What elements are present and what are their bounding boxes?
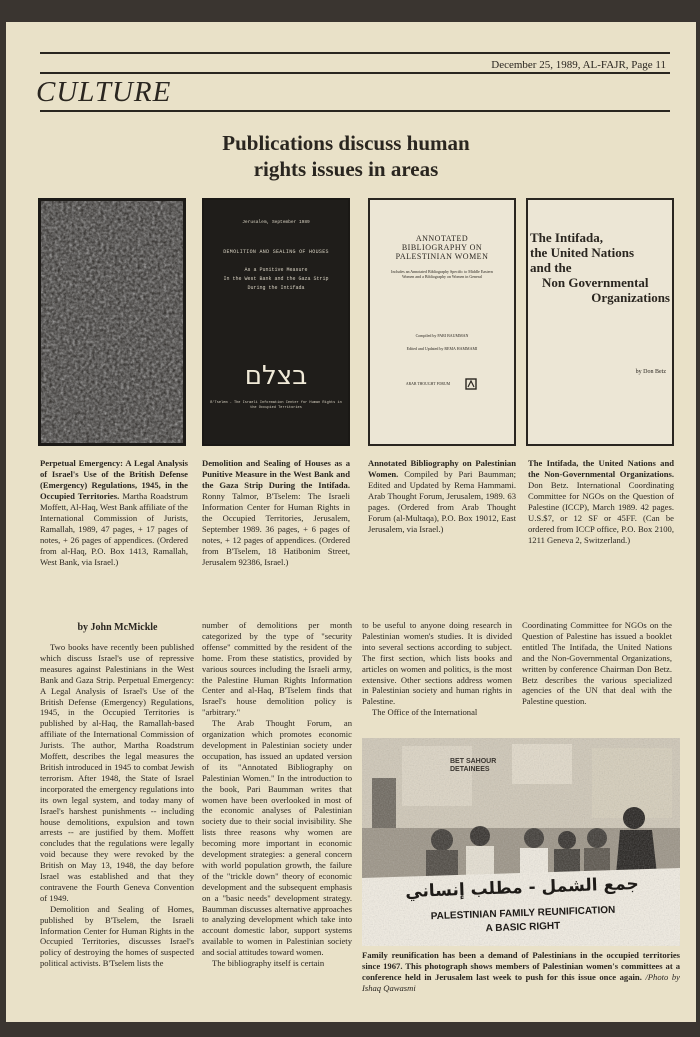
article-column-1 (40, 642, 194, 969)
cover3-edited: Edited and Updated by REMA HAMMAMI (406, 346, 478, 351)
photo-sign: BET SAHOUR DETAINEES (450, 758, 497, 773)
newspaper-page (6, 22, 696, 1022)
cover4-line-1: The Intifada, (530, 230, 603, 245)
caption-book-2: Demolition and Sealing of Houses as a Punitive Measure in the West Bank and the Gaza Strip During the Intifada. Ronny Talmor, B'Tselem: The Israeli Information Center for Human Rights in the Occupied Territories, Jerusalem, September 1989. 36 pages, + 6 pages of notes, + 12 pages of appendices. (Ordered from B'Tselem, 18 Hatibonim Street, Jerusalem 92386, Israel.) (202, 458, 350, 567)
top-rule (40, 52, 670, 54)
cover-demolition (202, 198, 350, 446)
paragraph: Coordinating Committee for NGOs on the Question of Palestine has issued a booklet entitled The Intifada, the United Nations and the Non-Governmental Organizations, written by conference Chairman Don Betz. Betz describes the various specialized agencies of the UN that deal with the Palestine question. (522, 620, 672, 707)
cover4-line-2: the United Nations (530, 245, 635, 260)
dateline: December 25, 1989, AL-FAJR, Page 11 (491, 59, 666, 71)
headline-line-1: Publications discuss human (222, 131, 470, 155)
cover4-line-3: and the (530, 260, 572, 275)
article-column-4 (522, 620, 672, 707)
cover-bibliography (368, 198, 516, 446)
section-rule (40, 110, 670, 112)
cover2-sub2: In the West Bank and the Gaza Strip (223, 276, 329, 282)
caption-book-1: Perpetual Emergency: A Legal Analysis of Israel's Use of the British Defense (Emergency) Regulations, 1945, in the Occupied Territories. Martha Roadstrum Moffett, Al-Haq, West Bank affiliate of the International Commission of Jurists, Ramallah, 1989, 47 pages, + 17 pages of notes, + 26 pages of appendices. (Ordered from al-Haq, P.O. Box 1413, Ramallah, West Bank, via Israel.) (40, 458, 188, 567)
header-rule (40, 72, 670, 74)
paragraph: to be useful to anyone doing research in Palestinian women's studies. It is divided into several sections according to subject. The first section, which lists books and articles on women and politics, is the most extensive. Other sections address women in Palestinian society and human rights in Palestine. (362, 620, 512, 707)
byline: by John McMickle (77, 622, 158, 633)
cover2-sub1: As a Punitive Measure (244, 267, 308, 273)
cover-texture (41, 201, 183, 443)
cover2-top: Jerusalem, September 1989 (242, 220, 310, 225)
cover3-title-3: PALESTINIAN WOMEN (395, 252, 489, 261)
section-title: CULTURE (36, 76, 172, 108)
cover3-title-2: BIBLIOGRAPHY ON (401, 243, 483, 252)
cover2-sub3: During the Intifada (247, 285, 305, 291)
headline (156, 130, 536, 182)
banner-english-1: PALESTINIAN FAMILY REUNIFICATION (430, 904, 616, 923)
article-column-3 (362, 620, 512, 718)
caption-book-4: The Intifada, the United Nations and the Non-Governmental Organizations. Don Betz. International Coordinating Committee for NGOs on the Question of Palestine (ICCP), March 1989. 42 pages. U.S.$7, or 12 SF or 45FF. (Can be ordered from ICCP office, P.O. Box 2100, 1211 Geneva 2, Switzerland.) (528, 458, 674, 545)
cover4-line-4: Non Governmental (542, 275, 649, 290)
caption-book-3: Annotated Bibliography on Palestinian Women. Compiled by Pari Baumman; Edited and Updated by Rema Hammami. Arab Thought Forum, Jerusalem, 1989. 63 pages. (Ordered from Arab Thought Forum (al-Multaqa), P.O. Box 19012, East Jerusalem, via Israel.) (368, 458, 516, 534)
paragraph: Demolition and Sealing of Homes, published by B'Tselem, the Israeli Information Center for Human Rights in the Occupied Territories, discusses Israel's policy of destroying the homes of suspected political activists. B'Tselem lists the (40, 903, 194, 969)
banner-english-2: A BASIC RIGHT (485, 920, 561, 935)
cover-intifada-un (526, 198, 674, 446)
paragraph: Two books have recently been published which discuss Israel's use of repressive measures against Palestinians in the West Bank and Gaza Strip. Perpetual Emergency: A Legal Analysis of Israel's Use of the British Defense (Emergency) Regulations, 1945, in the Occupied Territories is published by al-Haq, the Ramallah-based affiliate of the International Commission of Jurists. The author, Martha Roadstrum Moffett, describes the legal measures the British introduced in 1945 to combat Jewish terrorism. After 1948, the State of Israel incorporated the emergency regulations into its own legal system, and today many of Israel's harshest punishments -- including house demolitions, expulsion and town arrests -- are justified by them. Moffett concludes that the regulations were legally void because they were revoked by the British on May 13, 1948, the day before Israel was established and that they contravene the Fourth Geneva Convention of 1949. (40, 642, 194, 903)
cover4-line-5: Organizations (591, 290, 670, 305)
paragraph: number of demolitions per month categorized by the type of "security offense" committed by the resident of the home. From these statistics, provided by various sources including the Israeli army, the Palestine Human Rights Information Center and al-Haq, B'Tselem finds that Israel's house demolition policy is "arbitrary." (202, 620, 352, 718)
cover2-title: DEMOLITION AND SEALING OF HOUSES (223, 249, 329, 255)
article-column-2 (202, 620, 352, 969)
paragraph: The Office of the International (372, 707, 478, 718)
paragraph: The bibliography itself is certain (212, 958, 325, 969)
cover3-desc: Includes an Annotated Bibliography Specific to Middle Eastern Women and a Bibliography on Women in General (391, 269, 493, 279)
cover3-title-1: ANNOTATED (415, 234, 469, 243)
conference-photo (362, 738, 680, 946)
headline-line-2: rights issues in areas (253, 157, 439, 181)
cover4-author: by Don Betz (635, 369, 666, 375)
cover2-hebrew-logo: בצלם (244, 361, 308, 391)
cover3-compiled: Compiled by PARI BAUMMAN (415, 333, 469, 338)
banner-arabic: جمع الشمل - مطلب إنساني (404, 873, 640, 903)
paragraph: The Arab Thought Forum, an organization which promotes economic development in Palestinian society under occupation, has issued an updated version of its "Annotated Bibliography on Palestinian Women." In the introduction to the book, Pari Baumman writes that women have been overlooked in most of the economic analyses of Palestinian society due to their social invisibility. She lists three reasons why women are becoming more important in economic development strategies: a general concern with world population growth, the failure of the "trickle down" theory of economic development and the subsequent emphasis on a "basic needs" development strategy. Baumman discusses alternative approaches to analyzing development which take into account domestic labor, support systems available to women in Palestinian society and social attitudes toward women. (202, 718, 352, 958)
cover2-foot: B'Tselem - The Israeli Information Center for Human Rights in the Occupied Territories (210, 401, 342, 410)
forum-logo-icon (464, 377, 478, 391)
photo-credit: /Photo by Ishaq Qawasmi (362, 972, 680, 993)
cover-perpetual-emergency (38, 198, 186, 446)
photo-caption: Family reunification has been a demand of Palestinians in the occupied territories since 1967. This photograph shows members of Palestinian women's committees at a conference held in Jerusalem last week to push for this issue once again. /Photo by Ishaq Qawasmi (362, 950, 680, 993)
cover3-publisher: ARAB THOUGHT FORUM (405, 382, 451, 386)
